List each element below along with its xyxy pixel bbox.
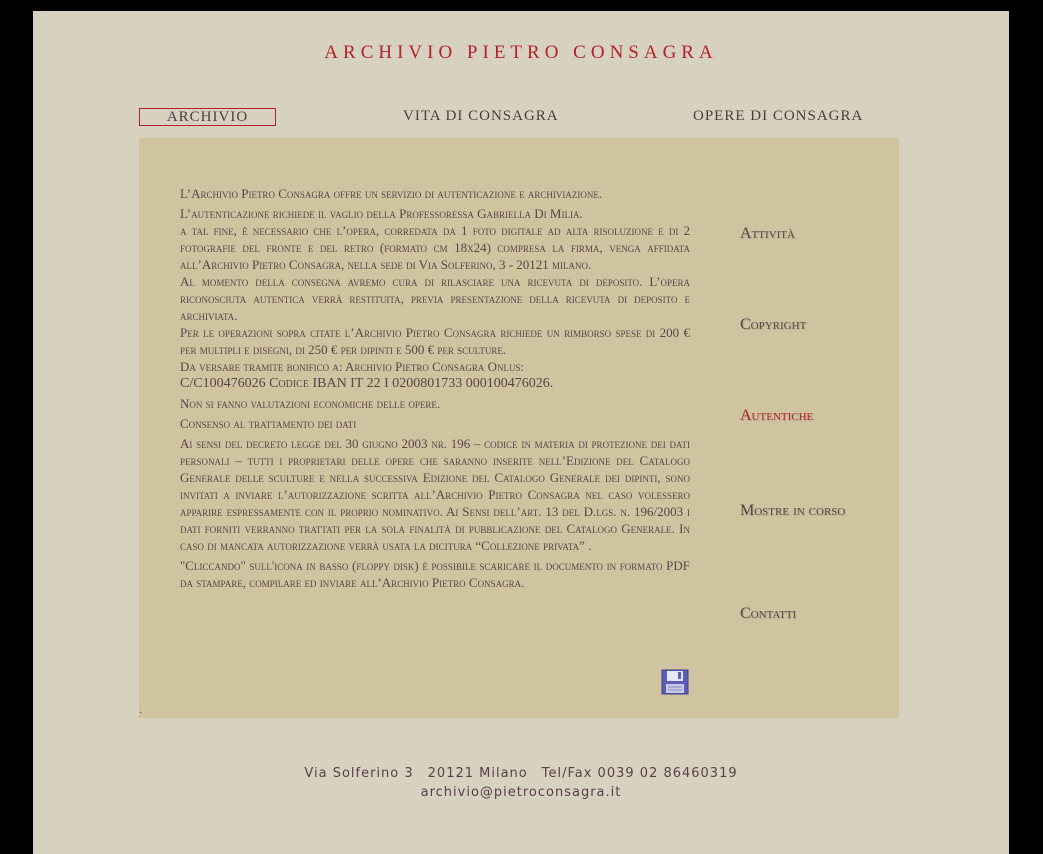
content-panel [139,138,899,718]
paragraph-no-valuation: Non si fanno valutazioni economiche delle opere. [180,396,441,411]
nav-vita-di-consagra[interactable]: VITA DI CONSAGRA [403,108,559,124]
paragraph-fees: Per le operazioni sopra citate l’Archivio Pietro Consagra richiede un rimborso spese di 200 € per multipli e disegni, di 250 € per dipinti e 500 € per sculture. [180,325,690,357]
authentication-text [180,185,690,591]
stray-dot: . [139,705,143,716]
paragraph-download: "Cliccando" sull'icona in basso (floppy disk) è possibile scaricare il documento in formato PDF da stampare, compilare ed inviare all’Archivio Pietro Consagra. [180,558,690,590]
paragraph-requirements: a tal fine, è necessario che l’opera, corredata da 1 foto digitale ad alta risoluzione e di 2 fotografie del fronte e del retro (formato cm 18x24) compresa la firma, venga affidata all’Archivio Pietro Consagra, nella sede di Via Solferino, 3 - 20121 milano. [180,223,690,272]
site-title: ARCHIVIO PIETRO CONSAGRA [324,42,718,63]
footer-phone: Tel/Fax 0039 02 86460319 [541,766,738,781]
floppy-disk-icon[interactable] [661,669,689,695]
sidebar-link-attivita[interactable]: Attività [740,225,795,242]
paragraph-authentication: L’autenticazione richiede il vaglio della Professoressa Gabriella Di Milia. [180,206,583,221]
footer-address: Via Solferino 3 [304,766,414,781]
paragraph-deposit: Al momento della consegna avremo cura di rilasciare una ricevuta di deposito. L’opera riconosciuta autentica verrà restituita, previa presentazione della ricevuta di deposito e archiviata. [180,274,690,323]
nav-opere-di-consagra[interactable]: OPERE DI CONSAGRA [693,108,864,124]
paragraph-privacy: Ai sensi del decreto legge del 30 giugno 2003 nr. 196 – codice in materia di protezione dei dati personali – tutti i proprietari delle opere che saranno inserite nell’Edizione del Catalogo Generale delle sculture e nella successiva Edizione del Catalogo Generale dei dipinti, sono invitati a inviare l’autorizzazione scritta all’Archivio Pietro Consagra nel caso volessero apparire espressamente con il proprio nominativo. Ai Sensi dell’art. 13 del D.lgs. n. 196/2003 i dati forniti verranno trattati per la sola finalità di pubblicazione del Catalogo Generale. In caso di mancata autorizzazione verrà usata la dicitura “Collezione privata” . [180,436,690,553]
paragraph-intro: L’Archivio Pietro Consagra offre un servizio di autenticazione e archiviazione. [180,186,603,201]
sidebar-link-autentiche[interactable]: Autentiche [740,407,814,424]
footer-cap: 20121 Milano [427,766,528,781]
footer-address-line [33,764,1009,783]
sidebar-link-contatti[interactable]: Contatti [740,605,797,622]
page [33,11,1009,854]
footer-email[interactable]: archivio@pietroconsagra.it [420,785,622,800]
sidebar-link-mostre-in-corso[interactable]: Mostre in corso [740,502,846,519]
sidebar-link-copyright[interactable]: Copyright [740,316,807,333]
paragraph-consent-heading: Consenso al trattamento dei dati [180,416,357,431]
paragraph-iban: C/C100476026 Codice IBAN IT 22 I 0200801733 000100476026. [180,376,554,391]
footer [33,764,1009,802]
paragraph-bank-transfer: Da versare tramite bonifico a: Archivio Pietro Consagra Onlus: [180,359,525,374]
nav-archivio[interactable]: ARCHIVIO [139,108,276,126]
